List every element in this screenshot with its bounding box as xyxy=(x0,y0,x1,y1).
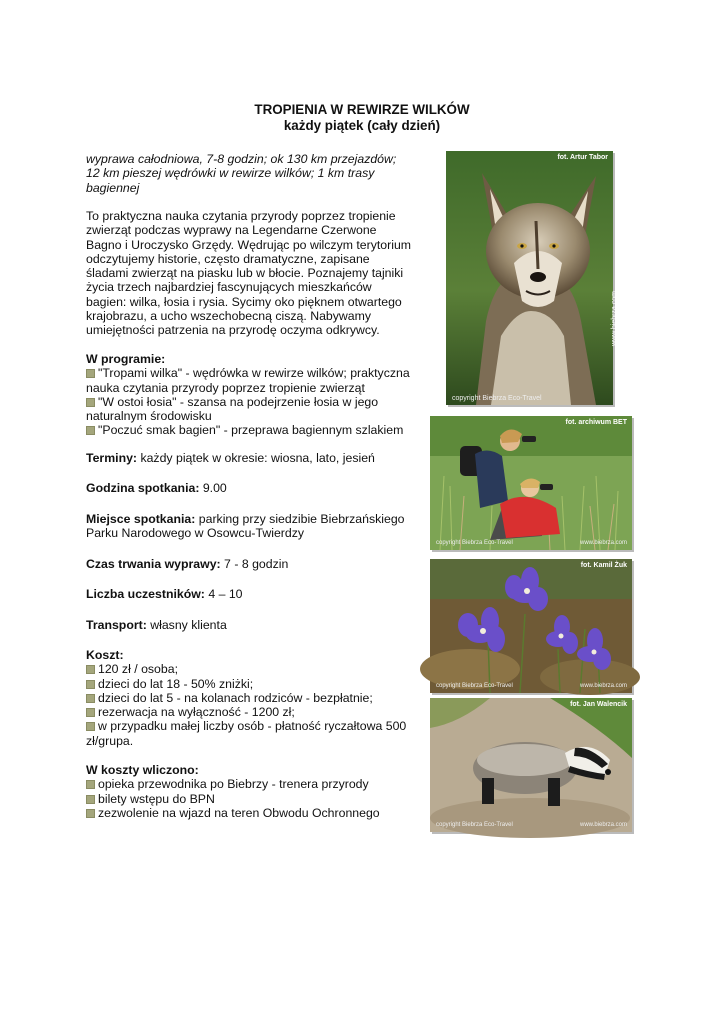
page-title: TROPIENIA W REWIRZE WILKÓW xyxy=(254,102,470,117)
included-item: zezwolenie na wjazd na teren Obwodu Ochronnego xyxy=(86,806,422,820)
program-item-cont: naturalnym środowisku xyxy=(86,409,212,424)
wolf-image xyxy=(446,151,613,405)
duration-row xyxy=(86,557,422,571)
description-line: śladami zwierząt na piasku lub w błocie. Poznajemy tajniki xyxy=(86,266,404,281)
included-item: opieka przewodnika po Biebrzy - trenera przyrody xyxy=(86,777,422,791)
cost-section xyxy=(86,648,422,748)
description-line: bagien: wilka, łosia i rysia. Sycimy oko pięknem otwartego xyxy=(86,294,402,309)
program-heading: W programie: xyxy=(86,352,166,366)
cost-item: rezerwacja na wyłączność - 1200 zł; xyxy=(86,705,422,719)
duration-label: Czas trwania wyprawy: xyxy=(86,557,221,571)
program-item: "Poczuć smak bagien" - przeprawa bagiennym szlakiem xyxy=(86,423,422,437)
flowers-photo xyxy=(430,559,632,693)
participants-row xyxy=(86,587,422,601)
terms-value: każdy piątek w okresie: wiosna, lato, jesień xyxy=(137,451,375,465)
square-bullet-icon xyxy=(86,809,95,818)
photo-credit: fot. Kamil Żuk xyxy=(580,562,627,569)
trip-description xyxy=(86,209,422,338)
description-line: To praktyczna nauka czytania przyrody poprzez tropienie xyxy=(86,209,396,223)
summary-line: 12 km pieszej wędrówki w rewirze wilków; 1 km trasy xyxy=(86,166,375,181)
transport-value: własny klienta xyxy=(146,618,227,632)
cost-item: dzieci do lat 18 - 50% zniżki; xyxy=(86,677,422,691)
meeting-place-value-cont: Parku Narodowego w Osowcu-Twierdzy xyxy=(86,526,305,541)
description-line: zwierząt podczas wyprawy na Legendarne Czerwone xyxy=(86,223,377,238)
page-subtitle: każdy piątek (cały dzień) xyxy=(283,118,441,133)
cost-item: w przypadku małej liczby osób - płatność ryczałtowa 500 xyxy=(86,719,422,733)
photo-copyright: copyright Biebrza Eco-Travel xyxy=(452,395,542,402)
meeting-place-row xyxy=(86,512,422,541)
square-bullet-icon xyxy=(86,680,95,689)
trip-summary xyxy=(86,152,422,195)
description-line: odczytujemy historie, często dramatyczne, zapisane xyxy=(86,251,370,266)
included-item: bilety wstępu do BPN xyxy=(86,792,422,806)
photo-copyright: copyright Biebrza Eco-Travel xyxy=(436,540,513,546)
program-item: "Tropami wilka" - wędrówka w rewirze wilków; praktyczna xyxy=(86,366,422,380)
meeting-time-value: 9.00 xyxy=(199,481,227,495)
square-bullet-icon xyxy=(86,665,95,674)
description-line: życia trzech najbardziej fascynujących mieszkańców xyxy=(86,280,372,295)
square-bullet-icon xyxy=(86,694,95,703)
square-bullet-icon xyxy=(86,708,95,717)
terms-label: Terminy: xyxy=(86,451,138,465)
program-item-cont: nauka czytania przyrody poprzez tropienie zwierząt xyxy=(86,380,365,395)
meeting-time-row xyxy=(86,481,422,495)
wolf-photo xyxy=(446,151,618,405)
included-heading: W koszty wliczono: xyxy=(86,763,199,777)
cost-item: dzieci do lat 5 - na kolanach rodziców - bezpłatnie; xyxy=(86,691,422,705)
duration-value: 7 - 8 godzin xyxy=(220,557,289,571)
program-item: "W ostoi łosia" - szansa na podejrzenie łosia w jego xyxy=(86,395,422,409)
cost-heading: Koszt: xyxy=(86,648,124,662)
badger-photo xyxy=(430,698,632,832)
participants-label: Liczba uczestników: xyxy=(86,587,205,601)
participants-value: 4 – 10 xyxy=(204,587,243,601)
square-bullet-icon xyxy=(86,426,95,435)
photo-site: www.biebrza.com xyxy=(579,540,627,546)
transport-row xyxy=(86,618,422,632)
included-section xyxy=(86,763,422,820)
photo-credit: fot. Artur Tabor xyxy=(557,154,608,161)
description-line: krajobrazu, a ucho wszechobecną ciszą. Nabywamy xyxy=(86,309,372,324)
photo-copyright: copyright Biebrza Eco-Travel xyxy=(436,683,513,689)
description-line: umiejętności patrzenia na przyrodę oczyma odkrywcy. xyxy=(86,323,380,338)
cost-item-cont: zł/grupa. xyxy=(86,733,134,748)
flowers-image xyxy=(430,559,632,693)
description-line: Bagno i Uroczysko Grzędy. Wędrując po wilczym terytorium xyxy=(86,237,412,252)
birdwatchers-image xyxy=(430,416,632,550)
photo-credit: fot. Jan Walencik xyxy=(570,701,627,708)
square-bullet-icon xyxy=(86,369,95,378)
meeting-place-value: parking przy siedzibie Biebrzańskiego xyxy=(195,512,405,526)
photo-site: www.biebrza.com xyxy=(579,683,627,689)
summary-line: wyprawa całodniowa, 7-8 godzin; ok 130 km przejazdów; xyxy=(86,152,397,166)
summary-line: bagiennej xyxy=(86,180,140,195)
photo-site: www.biebrza.com xyxy=(611,291,618,346)
meeting-time-label: Godzina spotkania: xyxy=(86,481,200,495)
birdwatchers-photo xyxy=(430,416,632,550)
square-bullet-icon xyxy=(86,780,95,789)
cost-item: 120 zł / osoba; xyxy=(86,662,422,676)
badger-image xyxy=(430,698,632,832)
square-bullet-icon xyxy=(86,795,95,804)
program-section xyxy=(86,352,422,438)
square-bullet-icon xyxy=(86,398,95,407)
square-bullet-icon xyxy=(86,722,95,731)
terms-row xyxy=(86,451,422,465)
photo-credit: fot. archiwum BET xyxy=(565,419,627,426)
photo-site: www.biebrza.com xyxy=(579,822,627,828)
transport-label: Transport: xyxy=(86,618,147,632)
meeting-place-label: Miejsce spotkania: xyxy=(86,512,196,526)
photo-copyright: copyright Biebrza Eco-Travel xyxy=(436,822,513,828)
